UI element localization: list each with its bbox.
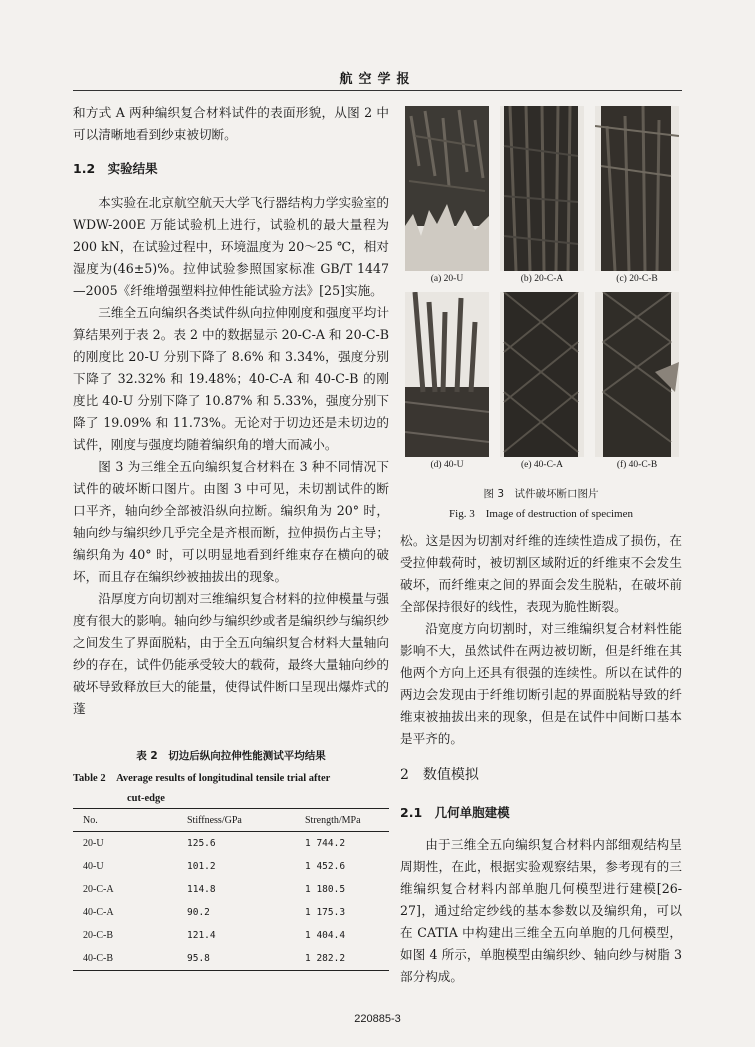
column-header: Strength/MPa [301,809,389,832]
table-cell: 101.2 [187,861,216,872]
table-caption-en [73,769,389,809]
paragraph: 图 3 为三维全五向编织复合材料在 3 种不同情况下试件的破坏断口图片。由图 3 中可见，未切割试件的断口平齐，轴向纱全部被沿纵向拉断。编织角为 20° 时，轴向纱与编织纱几乎完全是齐根而断，拉伸损伤占主导；编织角为 40° 时，可以明显地看到纤维束存在横向的破坏，而且存在编织纱被抽拔出的现象。 [73,459,389,584]
journal-header: 航空学报 [339,72,416,87]
section-heading-2: 2 数值模拟 [400,767,479,783]
section-heading-1-2: 1.2 实验结果 [73,161,158,176]
panel-label: (b) 20-C-A [520,274,564,284]
panel-label: (c) 20-C-B [616,274,658,284]
left-column [73,102,389,720]
column-header: Stiffness/GPa [165,809,301,832]
table-cell: 1 744.2 [305,838,346,849]
table-caption-en-line: Table 2 Average results of longitudinal tensile trial after [73,773,331,784]
paragraph: 沿宽度方向切割时，对三维编织复合材料性能影响不大，虽然试件在两边被切断，但是纤维在其他两个方向上还具有很强的连续性。所以在试件的两边会发现由于纤维切断引起的界面脱粘导致的纤维束被抽拔出来的现象，但是在试件中间断口基本是平齐的。 [400,621,682,746]
table-caption-cn: 表 2 切边后纵向拉伸性能测试平均结果 [136,750,326,762]
specimen-photo-20-c-b [595,106,679,271]
specimen-photo-40-u [405,292,489,457]
table-cell: 20-U [83,838,104,849]
table-row [73,947,389,971]
table-cell: 40-U [83,861,104,872]
table-cell: 1 175.3 [305,907,346,918]
table-cell: 95.8 [165,947,301,971]
paragraph: 本实验在北京航空航天大学飞行器结构力学实验室的 WDW-200E 万能试验机上进行，试验机的最大量程为 200 kN，在试验过程中，环境温度为 20～25 ℃，相对湿度为(46±5)%。拉伸试验参照国家标准 GB/T 1447—2005《纤维增强塑料拉伸性能试验方法》[25]实施。 [73,195,389,298]
column-header: No. [73,809,165,832]
table-cell: 114.8 [187,884,216,895]
table-cell: 20-C-A [83,884,114,895]
paragraph: 三维全五向编织各类试件纵向拉伸刚度和强度平均计算结果列于表 2。表 2 中的数据显示 20-C-A 和 20-C-B 的刚度比 20-U 分别下降了 8.6% 和 3.34%，强度分别下降了 32.32% 和 19.48%；40-C-A 和 40-C-B 的刚度比 40-U 分别下降了 10.87% 和 5.33%，强度分别下降了 19.09% 和 11.73%。无论对于切边还是未切边的试件，刚度与强度均随着编织角的增大而减小。 [73,305,389,452]
table-cell: 40-C-A [83,907,114,918]
panel-label: (a) 20-U [430,274,464,284]
paragraph: 和方式 A 两种编织复合材料试件的表面形貌，从图 2 中可以清晰地看到纱束被切断。 [73,105,389,142]
table-cell: 1 180.5 [305,884,346,895]
table-row [73,924,389,947]
panel-label: (e) 40-C-A [521,460,563,470]
table-row [73,855,389,878]
table-row [73,832,389,856]
table-row [73,901,389,924]
specimen-photo-40-c-b [595,292,679,457]
table-cell: 40-C-B [73,947,165,971]
specimen-photo-20-u [405,106,489,271]
specimen-photo-40-c-a [500,292,584,457]
table-cell: 90.2 [187,907,210,918]
table-caption-en-line: cut-edge [127,793,165,804]
paragraph: 沿厚度方向切割对三维编织复合材料的拉伸模量与强度有很大的影响。轴向纱与编织纱或者是编织纱与编织纱之间发生了界面脱粘，由于全五向编织复合材料大量轴向纱的存在，试件仍能承受较大的载荷，最终大量轴向纱的破坏导致释放巨大的能量，使得试件断口呈现出爆炸式的蓬 [73,591,389,716]
results-table [73,808,389,971]
table-cell: 125.6 [187,838,216,849]
table-row [73,878,389,901]
figure-caption-cn: 图 3 试件破坏断口图片 [483,488,599,500]
panel-label: (f) 40-C-B [616,460,658,470]
table-cell: 20-C-B [83,930,113,941]
panel-label: (d) 40-U [430,460,464,470]
table-header-row [73,809,389,832]
table-cell: 121.4 [187,930,216,941]
paragraph: 由于三维全五向编织复合材料内部细观结构呈周期性，在此，根据实验观察结果，参考现有的三维编织复合材料内部单胞几何模型进行建模[26-27]，通过给定纱线的基本参数以及编织角，可以在 CATIA 中构建出三维全五向单胞的几何模型，如图 4 所示，单胞模型由编织纱、轴向纱与树脂 3 部分构成。 [400,837,682,984]
figure-caption-en: Fig. 3 Image of destruction of specimen [449,508,633,520]
specimen-photo-20-c-a [500,106,584,271]
right-column [400,530,682,988]
header-rule [73,90,682,91]
table-cell: 1 452.6 [305,861,346,872]
figure-3 [400,106,682,478]
page-number: 220885-3 [354,1013,401,1025]
table-cell: 1 282.2 [301,947,389,971]
paragraph: 松。这是因为切割对纤维的连续性造成了损伤，在受拉伸载荷时，被切割区域附近的纤维束不会发生破坏，而纤维束之间的界面会发生脱粘，在破坏前全部保持很好的线性，表现为脆性断裂。 [400,533,682,614]
table-cell: 1 404.4 [305,930,346,941]
section-heading-2-1: 2.1 几何单胞建模 [400,805,510,820]
